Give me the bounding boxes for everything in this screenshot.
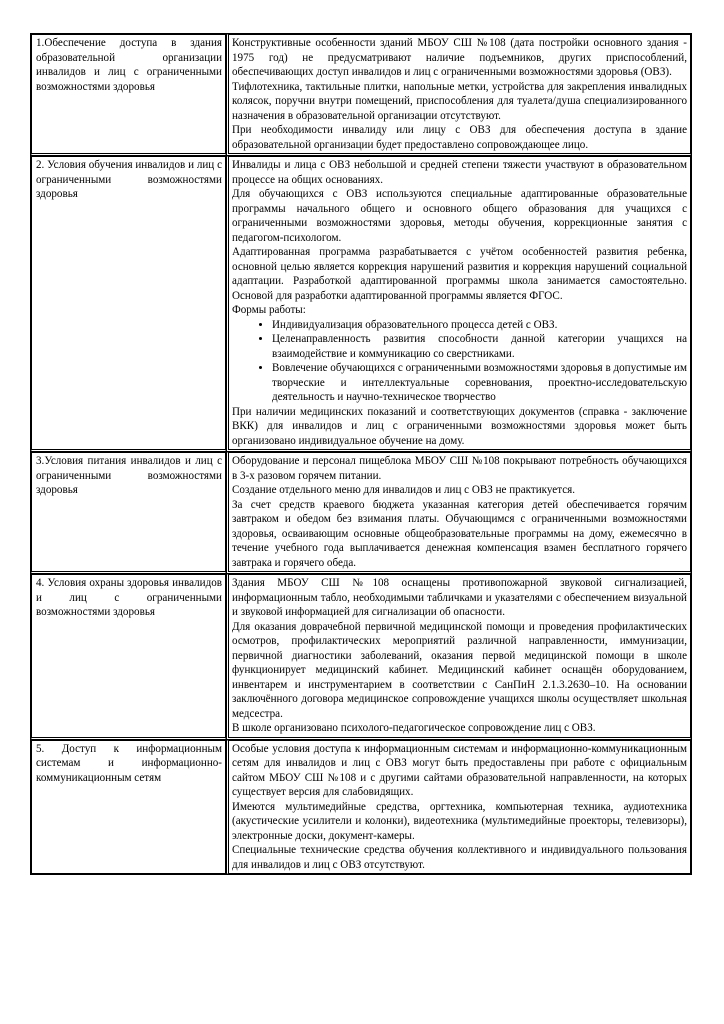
list-item: • Индивидуализация образовательного процесса детей с ОВЗ. — [272, 318, 687, 333]
row-title: 3.Условия питания инвалидов и лиц с ограниченными возможностями здоровья — [36, 455, 222, 496]
paragraph: При наличии медицинских показаний и соответствующих документов (справка - заключение ВКК) для инвалидов и лиц с ограниченными возможностями здоровья может быть организовано индивидуальное обучение на дому. — [232, 405, 687, 447]
table-row — [31, 574, 691, 740]
row-title: 4. Условия охраны здоровья инвалидов и лиц с ограниченными возможностями здоровья — [36, 577, 222, 618]
paragraph: Оборудование и персонал пищеблока МБОУ СШ №108 покрывают потребность обучающихся в 3-х разовом горячем питании. — [232, 455, 687, 482]
paragraph: Инвалиды и лица с ОВЗ небольшой и средней степени тяжести участвуют в образовательном процессе на общих основаниях. — [232, 159, 687, 186]
paragraph: Тифлотехника, тактильные плитки, напольные метки, устройства для закрепления инвалидных колясок, поручни внутри помещений, приспособления для туалета/душа специализированного назначения в образовательной организации отсутствуют. — [232, 80, 687, 122]
row-content-cell — [226, 156, 691, 452]
table-row — [31, 34, 691, 156]
paragraph: Особые условия доступа к информационным системам и информационно-коммуникационным сетям для инвалидов и лиц с ОВЗ могут быть предоставлены при работе с официальным сайтом МБОУ СШ №108 и с другими сайтами образовательной направленности, на которых существует версия для слабовидящих. — [232, 742, 687, 798]
paragraph: Адаптированная программа разрабатывается с учётом особенностей развития ребенка, основной целью является коррекция нарушений развития и коррекция нарушений социальной адаптации. Разработкой адаптированной программы школа занимается самостоятельно. Основой для разработки адаптированной программы является ФГОС. — [232, 246, 687, 302]
list-item: • Целенаправленность развития способности данной категории учащихся на взаимодействие и коммуникацию со сверстниками. — [272, 332, 687, 361]
paragraph: Для обучающихся с ОВЗ используются специальные адаптированные образовательные программы начального общего и основного общего образования для учащихся с ограниченными возможностями здоровья, методы обучения, коррекционные занятия с педагогом-психологом. — [232, 188, 687, 244]
conditions-table — [30, 33, 692, 875]
paragraph: Здания МБОУ СШ №108 оснащены противопожарной звуковой сигнализацией, информационным табло, необходимыми табличками и указателями с обеспечением визуальной и звуковой информацией для сигнализации об опасности. — [232, 577, 687, 618]
paragraph: Формы работы: — [232, 304, 306, 316]
paragraph: Создание отдельного меню для инвалидов и лиц с ОВЗ не практикуется. — [232, 484, 576, 496]
row-content-cell — [226, 34, 691, 156]
row-title: 1.Обеспечение доступа в здания образовательной организации инвалидов и лиц с ограниченными возможностями здоровья — [36, 37, 222, 93]
table-row — [31, 452, 691, 574]
work-forms-list — [232, 318, 687, 405]
row-title-cell — [31, 740, 226, 875]
row-title: 2. Условия обучения инвалидов и лиц с ограниченными возможностями здоровья — [36, 159, 222, 200]
table-row — [31, 740, 691, 875]
list-item: • Вовлечение обучающихся с ограниченными возможностями здоровья в допустимые им творческие и интеллектуальные соревнования, проектно-исследовательскую деятельность и научно-техническое творчество — [272, 361, 687, 405]
table-row — [31, 156, 691, 452]
row-content-cell — [226, 740, 691, 875]
row-title: 5. Доступ к информационным системам и информационно-коммуникационным сетям — [36, 742, 222, 784]
row-content-cell — [226, 574, 691, 740]
paragraph: Конструктивные особенности зданий МБОУ СШ №108 (дата постройки основного здания - 1975 год) не предусматривают наличие подъемников, других приспособлений, обеспечивающих доступ инвалидов и лиц с ограниченными возможностями здоровья (ОВЗ). — [232, 37, 687, 78]
paragraph: Специальные технические средства обучения коллективного и индивидуального пользования для инвалидов и лиц с ОВЗ отсутствуют. — [232, 844, 687, 871]
row-content-cell — [226, 452, 691, 574]
paragraph: В школе организовано психолого-педагогическое сопровождение лиц с ОВЗ. — [232, 722, 596, 734]
row-title-cell — [31, 34, 226, 156]
row-title-cell — [31, 452, 226, 574]
paragraph: Для оказания доврачебной первичной медицинской помощи и проведения профилактических осмотров, профилактических мероприятий различной направленности, иммунизации, первичной диагностики заболеваний, оказания первой медицинской помощи в школе функционирует медицинский кабинет. Медицинский кабинет оснащён оборудованием, инвентарем и инструментарием в соответствии с СанПиН 2.1.3.2630–10. На основании заключённого договора медицинское сопровождение учащихся школы осуществляет школьная медсестра. — [232, 620, 687, 720]
paragraph: За счет средств краевого бюджета указанная категория детей обеспечивается горячим завтраком и обедом без взимания платы. Обучающимся с ограниченными возможностями здоровья, осваивающим основные общеобразовательные программы на дому, ежемесячно в течение учебного года выплачивается денежная компенсация взамен бесплатного горячего завтрака и горячего обеда. — [232, 498, 687, 569]
paragraph: Имеются мультимедийные средства, оргтехника, компьютерная техника, аудиотехника (акустические усилители и колонки), видеотехника (мультимедийные проекторы, телевизоры), электронные доски, документ-камеры. — [232, 800, 687, 842]
row-title-cell — [31, 574, 226, 740]
paragraph: При необходимости инвалиду или лицу с ОВЗ для обеспечения доступа в здание образовательной организации будет предоставлено сопровождающее лицо. — [232, 124, 687, 151]
row-title-cell — [31, 156, 226, 452]
